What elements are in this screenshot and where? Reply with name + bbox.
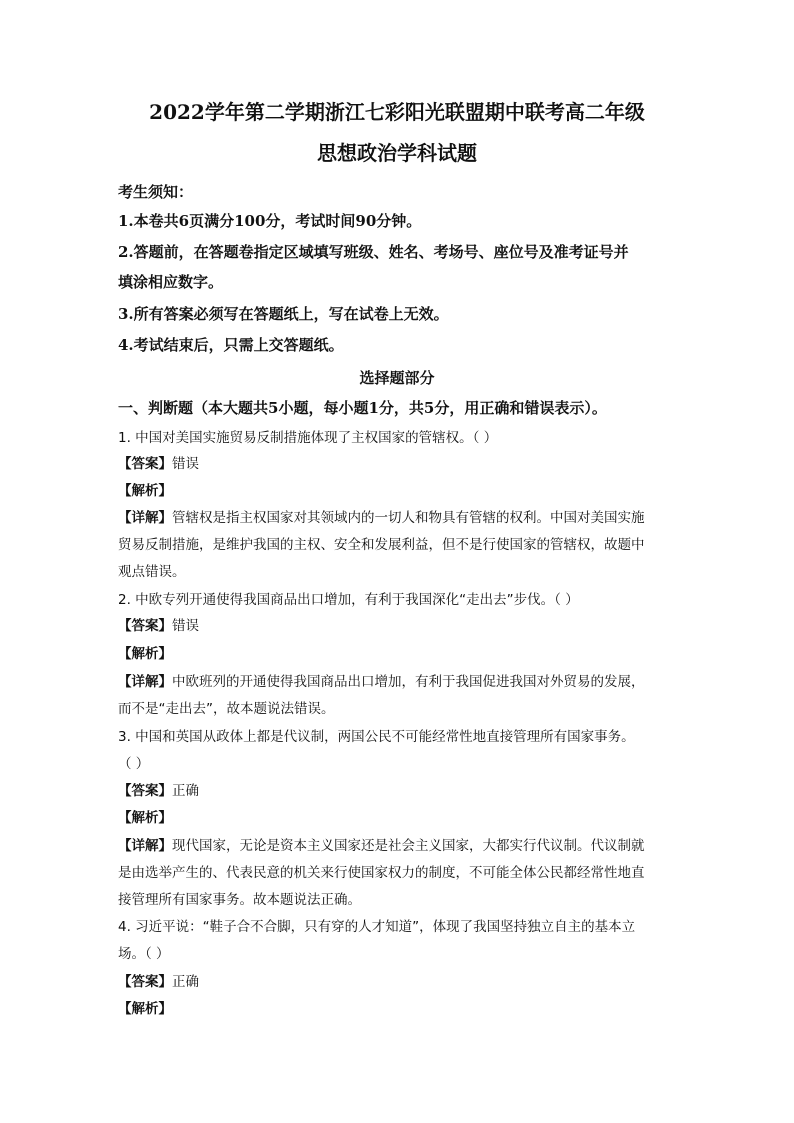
answer-value: 错误 [172, 618, 199, 634]
notice-item-2-cont: 填涂相应数字。 [118, 273, 224, 291]
analysis-label-1: 【解析】 [118, 483, 172, 499]
detail-text: 中欧班列的开通使得我国商品出口增加，有利于我国促进我国对外贸易的发展， [172, 674, 645, 690]
detail-3-line-3: 接管理所有国家事务。故本题说法正确。 [118, 892, 361, 908]
question-3: 3. 中国和英国从政体上都是代议制，两国公民不可能经常性地直接管理所有国家事务。 [118, 729, 635, 745]
notice-item-1: 1.本卷共6页满分100分，考试时间90分钟。 [118, 212, 422, 230]
notice-item-4: 4.考试结束后，只需上交答题纸。 [118, 336, 344, 354]
analysis-label-2: 【解析】 [118, 646, 172, 662]
detail-1-line-1 [118, 506, 645, 530]
detail-1-line-2: 贸易反制措施，是维护我国的主权、安全和发展利益，但不是行使国家的管辖权，故题中 [118, 537, 645, 553]
answer-value: 错误 [172, 456, 199, 472]
answer-value: 正确 [172, 783, 199, 799]
section-heading: 选择题部分 [359, 369, 435, 387]
exam-subject-title: 思想政治学科试题 [317, 141, 477, 165]
answer-value: 正确 [172, 974, 199, 990]
exam-title: 2022学年第二学期浙江七彩阳光联盟期中联考高二年级 [149, 100, 645, 124]
answer-label: 【答案】 [118, 783, 172, 799]
answer-label: 【答案】 [118, 456, 172, 472]
detail-3-line-2: 是由选举产生的、代表民意的机关来行使国家权力的制度，不可能全体公民都经常性地直 [118, 865, 645, 881]
question-4: 4. 习近平说：“鞋子合不合脚，只有穿的人才知道”，体现了我国坚持独立自主的基本立 [118, 919, 636, 935]
notice-item-3: 3.所有答案必须写在答题纸上，写在试卷上无效。 [118, 305, 449, 323]
answer-label: 【答案】 [118, 974, 172, 990]
detail-2-line-1 [118, 670, 645, 694]
answer-4 [118, 970, 199, 994]
part-title: 一、判断题（本大题共5小题，每小题1分，共5分，用正确和错误表示）。 [118, 399, 607, 417]
analysis-label-3: 【解析】 [118, 810, 172, 826]
detail-text: 现代国家，无论是资本主义国家还是社会主义国家，大都实行代议制。代议制就 [172, 838, 645, 854]
detail-1-line-3: 观点错误。 [118, 564, 186, 580]
answer-1 [118, 452, 199, 476]
detail-label: 【详解】 [118, 838, 172, 854]
question-2: 2. 中欧专列开通使得我国商品出口增加，有利于我国深化“走出去”步伐。（ ） [118, 592, 579, 608]
notice-item-2: 2.答题前，在答题卷指定区域填写班级、姓名、考场号、座位号及准考证号并 [118, 243, 629, 261]
detail-2-line-2: 而不是“走出去”，故本题说法错误。 [118, 701, 335, 717]
detail-text: 管辖权是指主权国家对其领域内的一切人和物具有管辖的权利。中国对美国实施 [172, 510, 645, 526]
detail-3-line-1 [118, 834, 645, 858]
notice-heading: 考生须知： [118, 183, 194, 201]
analysis-label-4: 【解析】 [118, 1001, 172, 1017]
detail-label: 【详解】 [118, 510, 172, 526]
question-1: 1. 中国对美国实施贸易反制措施体现了主权国家的管辖权。（ ） [118, 430, 498, 446]
answer-label: 【答案】 [118, 618, 172, 634]
answer-3 [118, 779, 199, 803]
answer-2 [118, 614, 199, 638]
detail-label: 【详解】 [118, 674, 172, 690]
question-3-paren: （ ） [118, 756, 150, 772]
question-4-cont: 场。（ ） [118, 946, 170, 962]
